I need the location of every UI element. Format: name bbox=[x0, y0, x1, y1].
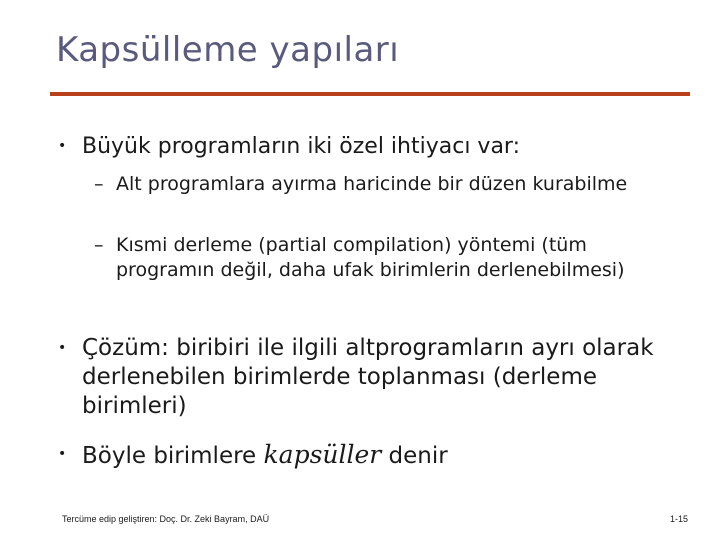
sub-bullet-mark: – bbox=[94, 234, 104, 256]
sub-bullet-1-text: Alt programlara ayırma haricinde bir düzen kurabilme bbox=[116, 173, 628, 195]
title-divider bbox=[50, 92, 690, 96]
sub-bullet-mark: – bbox=[94, 173, 104, 195]
bullet-3-text-before: Böyle birimlere bbox=[82, 443, 264, 469]
bullet-1-text: Büyük programların iki özel ihtiyacı var: bbox=[82, 134, 521, 159]
footer-credit: Tercüme edip geliştiren: Doç. Dr. Zeki Bayram, DAÜ bbox=[62, 514, 270, 524]
sub-bullet-2 bbox=[94, 233, 676, 283]
slide-title: Kapsülleme yapıları bbox=[56, 30, 400, 70]
bullet-1 bbox=[58, 132, 702, 161]
bullet-mark: • bbox=[58, 340, 67, 356]
bullet-3-text-italic: kapsüller bbox=[263, 440, 382, 469]
bullet-3 bbox=[58, 440, 702, 471]
slide-number: 1-15 bbox=[669, 514, 688, 524]
bullet-mark: • bbox=[58, 446, 67, 462]
sub-bullet-1 bbox=[94, 172, 676, 197]
bullet-3-text-after: denir bbox=[381, 443, 448, 469]
bullet-mark: • bbox=[58, 138, 67, 154]
sub-bullet-2-text: Kısmi derleme (partial compilation) yöntemi (tüm programın değil, daha ufak birimlerin derlenebilmesi) bbox=[116, 234, 625, 281]
bullet-2-text: Çözüm: biribiri ile ilgili altprogramların ayrı olarak derlenebilen birimlerde toplanması (derleme birimleri) bbox=[82, 335, 654, 419]
bullet-2 bbox=[58, 334, 702, 421]
